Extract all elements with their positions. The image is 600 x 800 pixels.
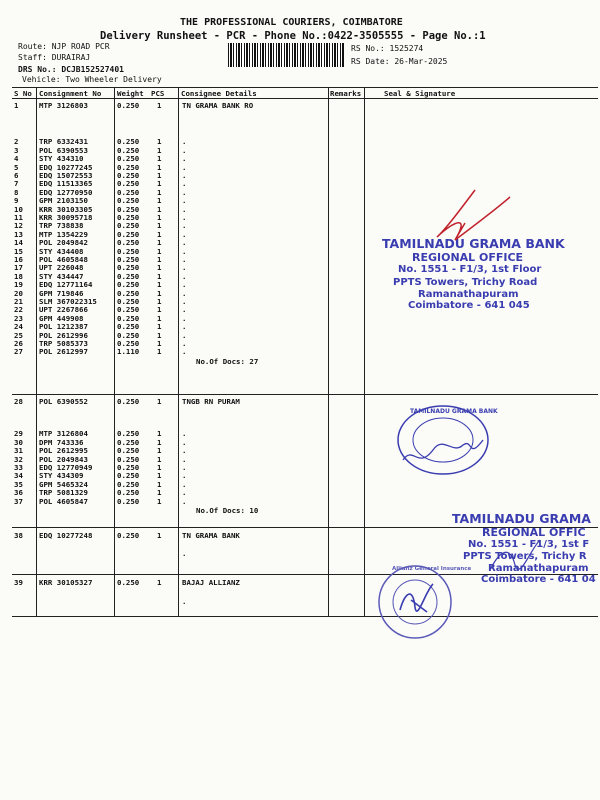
row-sno: 17 [14,263,23,273]
row-weight: 0.250 [117,446,140,456]
row-consignment: KRR 30103305 [39,204,93,214]
consignee-dot: . [182,187,187,197]
row-sno: 4 [14,154,19,164]
row-sno: 19 [14,280,23,290]
col-header-pcs: PCS [151,89,165,98]
row-pcs: 1 [157,297,162,306]
row-pcs: 1 [157,213,162,222]
consignee-dot: . [182,171,187,180]
row-weight: 1.110 [117,347,140,357]
row-pcs: 1 [157,101,162,110]
row-consignment: POL 6390552 [39,397,88,406]
consignee-dot: . [182,429,187,439]
stamp-line: TAMILNADU GRAMA [452,511,591,526]
row-weight: 0.250 [117,471,140,481]
row-weight: 0.250 [117,145,140,155]
row-consignment: TRP 6332431 [39,137,88,147]
round-stamp-2-text: Allianz General Insurance [392,566,472,572]
row-weight: 0.250 [117,531,140,540]
row-pcs: 1 [157,347,162,357]
row-consignment: POL 2049843 [39,454,88,464]
consignee-dot: . [182,246,187,256]
row-sno: 30 [14,437,23,447]
row-sno: 39 [14,578,23,587]
row-consignment: EDQ 12770950 [39,187,93,197]
row-weight: 0.250 [117,454,140,464]
row-sno: 33 [14,463,23,472]
row-weight: 0.250 [117,397,140,406]
row-weight: 0.250 [117,322,140,332]
row-weight: 0.250 [117,154,140,164]
row-pcs: 1 [157,429,162,439]
row-pcs: 1 [157,330,162,340]
stamp-line: PPTS Towers, Trichy R [463,551,587,562]
row-sno: 15 [14,246,23,256]
stamp-line: Coimbatore - 641 045 [408,300,530,311]
docs-count: No.Of Docs: 10 [196,506,259,515]
row-weight: 0.250 [117,305,140,315]
row-pcs: 1 [157,238,162,248]
consignee-dot: . [182,263,187,273]
row-sno: 21 [14,297,23,306]
round-stamp-1-text: TAMILNADU GRAMA BANK [410,408,498,415]
row-consignment: SLM 367022315 [39,297,97,306]
row-weight: 0.250 [117,187,140,197]
consignee-dot: . [182,471,187,481]
row-weight: 0.250 [117,204,140,214]
row-pcs: 1 [157,446,162,456]
stamp-line: REGIONAL OFFICE [412,251,524,264]
row-consignment: POL 6390553 [39,145,88,155]
table-header-rule [12,98,598,99]
row-consignment: EDQ 10277245 [39,162,93,172]
row-consignment: EDQ 12771164 [39,280,93,290]
row-weight: 0.250 [117,479,140,489]
row-weight: 0.250 [117,255,140,264]
row-consignment: POL 2612995 [39,446,88,456]
row-pcs: 1 [157,479,162,489]
row-consignment: TRP 738838 [39,221,84,231]
row-pcs: 1 [157,263,162,273]
row-pcs: 1 [157,578,162,587]
row-sno: 20 [14,288,23,298]
row-consignment: POL 2049842 [39,238,88,248]
row-pcs: 1 [157,463,162,472]
row-weight: 0.250 [117,578,140,587]
row-weight: 0.250 [117,437,140,447]
row-pcs: 1 [157,246,162,256]
row-consignment: TRP 5085373 [39,339,88,348]
consignee-dot: . [182,271,187,281]
row-consignment: KRR 30105327 [39,578,93,587]
row-consignment: STY 434309 [39,471,84,481]
stamp-line: Ramanathapuram [488,563,589,574]
col-header-consignee: Consignee Details [181,89,257,98]
row-weight: 0.250 [117,213,140,222]
consignee-dot: . [182,213,187,222]
row-pcs: 1 [157,196,162,206]
row-pcs: 1 [157,531,162,540]
row-pcs: 1 [157,280,162,290]
row-weight: 0.250 [117,171,140,180]
row-pcs: 1 [157,496,162,506]
row-weight: 0.250 [117,238,140,248]
row-pcs: 1 [157,454,162,464]
row-weight: 0.250 [117,463,140,472]
row-sno: 31 [14,446,23,456]
row-weight: 0.250 [117,179,140,189]
table-top-rule [12,87,598,88]
row-sno: 6 [14,171,19,180]
row-weight: 0.250 [117,196,140,206]
row-pcs: 1 [157,179,162,189]
row-weight: 0.250 [117,288,140,298]
rs-date: RS Date: 26-Mar-2025 [351,57,448,66]
row-weight: 0.250 [117,101,140,110]
row-pcs: 1 [157,154,162,164]
signature-red [415,185,525,255]
row-pcs: 1 [157,313,162,323]
consignee-dot: . [182,597,187,606]
consignee-dot: . [182,196,187,206]
row-weight: 0.250 [117,137,140,147]
row-weight: 0.250 [117,229,140,239]
consignee-dot: . [182,204,187,214]
col-divider [36,87,37,617]
runsheet-subtitle: Delivery Runsheet - PCR - Phone No.:0422-3505555 - Page No.:1 [100,30,486,42]
row-pcs: 1 [157,162,162,172]
stamp-line: No. 1551 - F1/3, 1st F [468,539,590,550]
row-sno: 29 [14,429,23,439]
consignee-dot: . [182,297,187,306]
row-sno: 25 [14,330,23,340]
consignee-name: TN GRAMA BANK [182,531,240,540]
row-pcs: 1 [157,322,162,332]
row-consignment: UPT 2267866 [39,305,88,315]
stamp-line: PPTS Towers, Trichy Road [393,277,538,288]
row-consignment: EDQ 12770949 [39,463,93,472]
row-consignment: POL 1212387 [39,322,88,332]
row-consignment: POL 4605847 [39,496,88,506]
row-consignment: MTP 3126804 [39,429,88,439]
consignee-dot: . [182,330,187,340]
row-sno: 27 [14,347,23,357]
stamp-line: REGIONAL OFFIC [482,526,586,539]
col-header-consignment: Consignment No [39,89,102,98]
consignee-dot: . [182,454,187,464]
consignee-dot: . [182,549,187,558]
consignee-dot: . [182,463,187,472]
row-sno: 34 [14,471,23,481]
stamp-line: No. 1551 - F1/3, 1st Floor [398,264,542,275]
row-sno: 24 [14,322,23,332]
row-sno: 38 [14,531,23,540]
row-consignment: KRR 30095718 [39,213,93,222]
row-weight: 0.250 [117,429,140,439]
col-divider [114,87,115,617]
row-weight: 0.250 [117,496,140,506]
consignee-dot: . [182,313,187,323]
rs-number: RS No.: 1525274 [351,44,424,53]
row-pcs: 1 [157,171,162,180]
row-sno: 36 [14,488,23,498]
consignee-name: TN GRAMA BANK RO [182,101,254,110]
row-pcs: 1 [157,397,162,406]
row-sno: 32 [14,454,23,464]
row-pcs: 1 [157,221,162,231]
consignee-dot: . [182,339,187,348]
consignee-dot: . [182,305,187,315]
row-consignment: POL 4605848 [39,255,88,264]
signature-blue [485,530,545,590]
row-weight: 0.250 [117,263,140,273]
consignee-dot: . [182,479,187,489]
row-sno: 14 [14,238,23,248]
row-consignment: STY 434310 [39,154,84,164]
consignee-dot: . [182,446,187,456]
row-weight: 0.250 [117,313,140,323]
row-weight: 0.250 [117,271,140,281]
row-consignment: TRP 5081329 [39,488,88,498]
row-weight: 0.250 [117,297,140,306]
col-divider [328,87,329,617]
consignee-dot: . [182,162,187,172]
row-sno: 7 [14,179,19,189]
row-consignment: EDQ 10277248 [39,531,93,540]
consignee-dot: . [182,179,187,189]
stamp-line: Ramanathapuram [418,289,519,300]
row-pcs: 1 [157,339,162,348]
consignee-dot: . [182,347,187,357]
row-consignment: POL 2612997 [39,347,88,357]
row-pcs: 1 [157,229,162,239]
col-header-sno: S No [14,89,32,98]
consignee-dot: . [182,280,187,290]
consignee-dot: . [182,221,187,231]
row-sno: 9 [14,196,19,206]
row-pcs: 1 [157,271,162,281]
row-weight: 0.250 [117,221,140,231]
barcode [228,43,344,67]
company-title: THE PROFESSIONAL COURIERS, COIMBATORE [180,17,403,28]
row-pcs: 1 [157,137,162,147]
row-sno: 11 [14,213,23,222]
row-weight: 0.250 [117,280,140,290]
col-divider [178,87,179,617]
col-header-weight: Weight [117,89,144,98]
row-consignment: STY 434447 [39,271,84,281]
round-stamp-2 [375,562,455,642]
consignee-dot: . [182,145,187,155]
row-weight: 0.250 [117,488,140,498]
col-divider [364,87,365,617]
drs-number: DRS No.: DCJB152527401 [18,65,124,74]
col-header-remarks: Remarks [330,89,362,98]
row-pcs: 1 [157,471,162,481]
row-consignment: GPM 449908 [39,313,84,323]
row-consignment: GPM 5465324 [39,479,88,489]
row-consignment: GPM 719846 [39,288,84,298]
row-sno: 23 [14,313,23,323]
row-consignment: MTP 3126803 [39,101,88,110]
row-weight: 0.250 [117,162,140,172]
row-consignment: EDQ 11513365 [39,179,93,189]
row-pcs: 1 [157,488,162,498]
row-sno: 26 [14,339,23,348]
consignee-dot: . [182,496,187,506]
row-pcs: 1 [157,145,162,155]
consignee-dot: . [182,288,187,298]
row-weight: 0.250 [117,246,140,256]
vehicle-label: Vehicle: Two Wheeler Delivery [22,75,162,84]
row-sno: 13 [14,229,23,239]
row-consignment: UPT 226048 [39,263,84,273]
row-consignment: EDQ 15072553 [39,171,93,180]
consignee-dot: . [182,229,187,239]
row-sno: 18 [14,271,23,281]
row-consignment: DPM 743336 [39,437,84,447]
row-sno: 2 [14,137,19,147]
row-pcs: 1 [157,288,162,298]
row-sno: 8 [14,187,19,197]
row-pcs: 1 [157,437,162,447]
row-sno: 3 [14,145,19,155]
group-divider [12,394,598,395]
row-pcs: 1 [157,187,162,197]
staff-label: Staff: DURAIRAJ [18,53,91,62]
row-weight: 0.250 [117,330,140,340]
consignee-dot: . [182,488,187,498]
group-divider [12,616,598,617]
row-sno: 28 [14,397,23,406]
row-weight: 0.250 [117,339,140,348]
row-pcs: 1 [157,305,162,315]
row-pcs: 1 [157,255,162,264]
row-consignment: GPM 2103150 [39,196,88,206]
row-sno: 12 [14,221,23,231]
row-sno: 5 [14,162,19,172]
stamp-line: Coimbatore - 641 04 [481,574,596,585]
docs-count: No.Of Docs: 27 [196,356,259,366]
consignee-dot: . [182,255,187,264]
row-sno: 10 [14,204,23,214]
row-sno: 35 [14,479,23,489]
consignee-dot: . [182,322,187,332]
row-pcs: 1 [157,204,162,214]
row-sno: 16 [14,255,23,264]
row-sno: 22 [14,305,23,315]
col-header-seal: Seal & Signature [384,89,456,98]
consignee-name: TNGB RN PURAM [182,397,240,406]
row-sno: 37 [14,496,23,506]
row-sno: 1 [14,101,19,110]
route-label: Route: NJP ROAD PCR [18,42,110,51]
row-consignment: MTP 1354229 [39,229,88,239]
consignee-dot: . [182,437,187,447]
consignee-dot: . [182,154,187,164]
row-consignment: POL 2612996 [39,330,88,340]
consignee-dot: . [182,137,187,147]
stamp-line: TAMILNADU GRAMA BANK [382,236,565,251]
consignee-name: BAJAJ ALLIANZ [182,578,240,587]
consignee-dot: . [182,238,187,248]
row-consignment: STY 434408 [39,246,84,256]
